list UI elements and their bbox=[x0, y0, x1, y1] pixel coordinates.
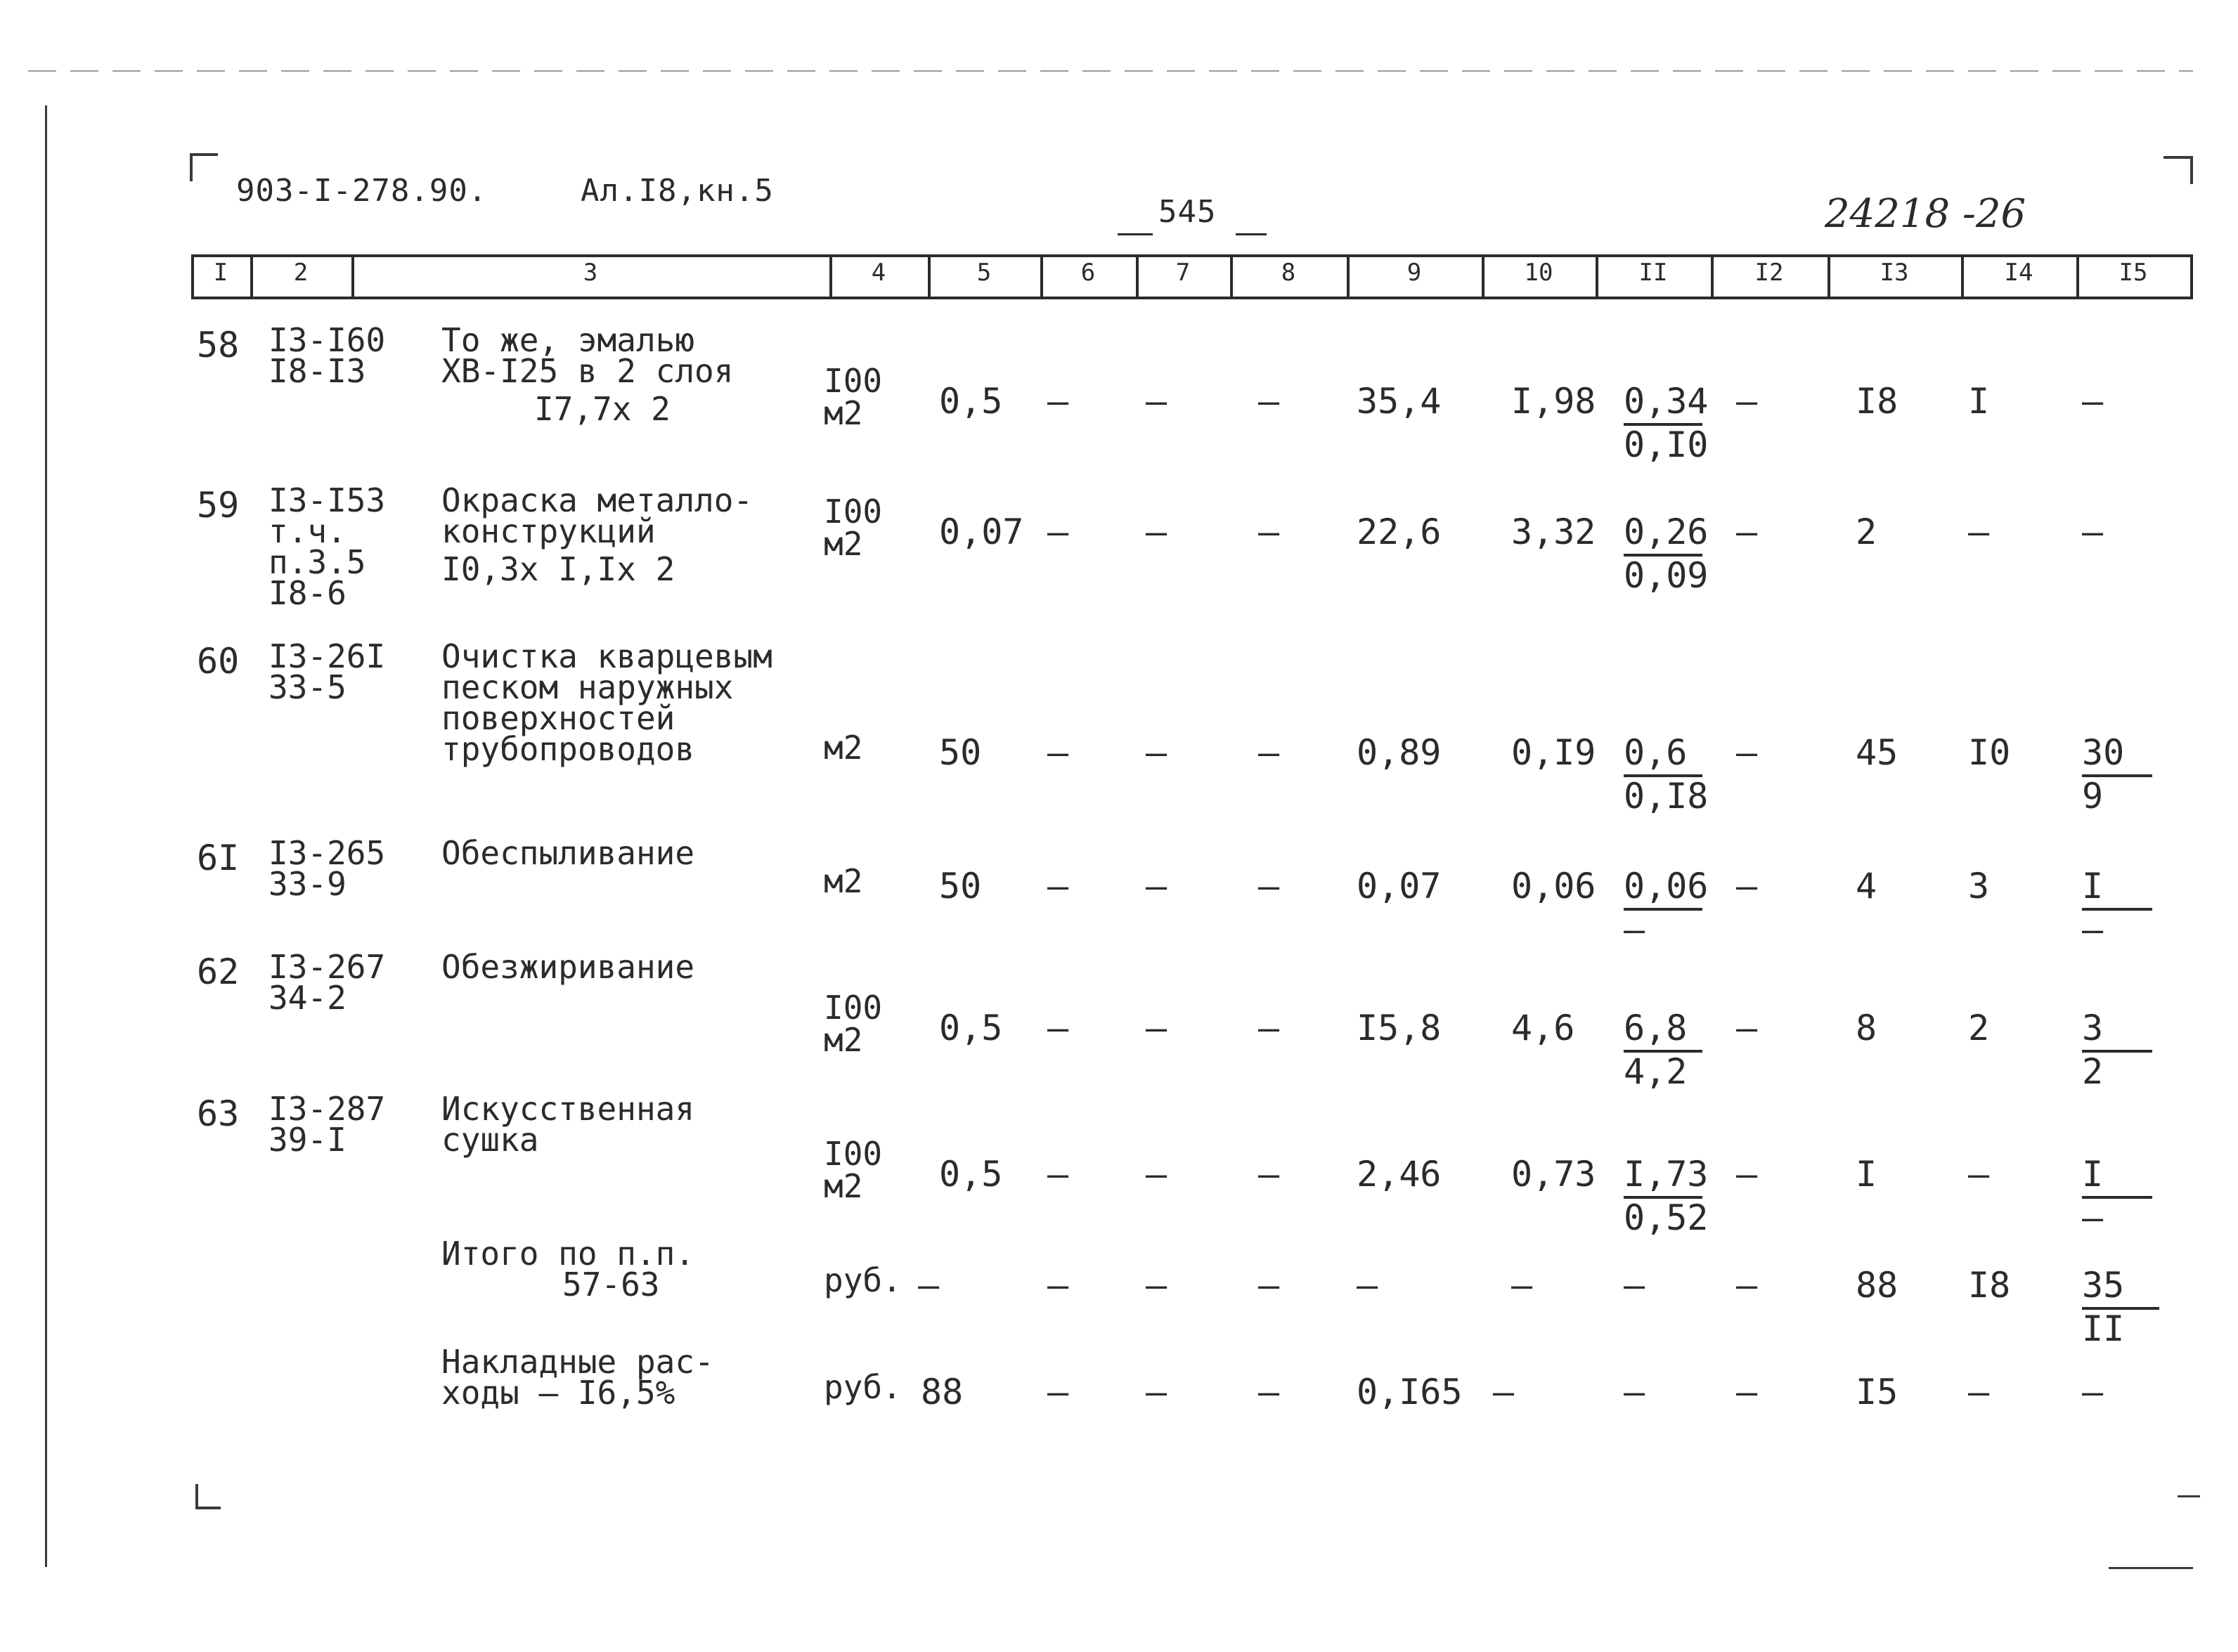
work-description: Очистка кварцевым bbox=[441, 637, 772, 675]
handwritten-sheet-number: 24218 -26 bbox=[1825, 191, 2026, 237]
unit: м2 bbox=[824, 862, 863, 900]
work-description: Искусственная bbox=[441, 1090, 695, 1128]
cell-c13: 45 bbox=[1856, 732, 1899, 773]
overhead-unit: руб. bbox=[824, 1368, 902, 1406]
cell-c14: – bbox=[1968, 512, 1990, 552]
work-description: То же, эмалью bbox=[441, 321, 695, 359]
norm-code: I3-I60 bbox=[269, 321, 386, 359]
total-c9: – bbox=[1357, 1265, 1378, 1306]
unit: I00 bbox=[824, 1135, 883, 1173]
overhead-qty: 88 bbox=[921, 1372, 964, 1412]
cell-c12: – bbox=[1736, 866, 1758, 906]
norm-code: I3-265 bbox=[269, 834, 386, 872]
cell-c7: – bbox=[1146, 1154, 1167, 1195]
cell-c9: 0,89 bbox=[1357, 732, 1442, 773]
cell-c14: I bbox=[1968, 381, 1990, 422]
quantity-formula: I7,7х 2 bbox=[534, 390, 671, 428]
cell-c15-bottom: 9 bbox=[2082, 776, 2104, 817]
column-header-label: 3 bbox=[583, 259, 598, 287]
norm-code: I3-26I bbox=[269, 637, 386, 675]
cell-c10: 0,06 bbox=[1511, 866, 1596, 906]
column-header-label: I4 bbox=[2004, 259, 2033, 287]
total-c15-bottom: II bbox=[2082, 1308, 2125, 1349]
work-description: Окраска металло- bbox=[441, 481, 753, 519]
cell-c8: – bbox=[1258, 1008, 1280, 1048]
total-c13: 88 bbox=[1856, 1265, 1899, 1306]
total-unit: руб. bbox=[824, 1261, 902, 1299]
row-number: 58 bbox=[197, 325, 240, 365]
cell-c11-top: 0,06 bbox=[1624, 866, 1709, 906]
bottom-edge-line bbox=[2109, 1567, 2193, 1569]
cell-c15-top: 3 bbox=[2082, 1008, 2104, 1048]
cell-c11-bottom: – bbox=[1624, 909, 1645, 950]
column-header-label: I2 bbox=[1754, 259, 1784, 287]
column-header-label: 8 bbox=[1281, 259, 1296, 287]
cell-c11-bottom: 0,52 bbox=[1624, 1197, 1709, 1238]
norm-code: 33-5 bbox=[269, 668, 347, 706]
cell-c6: – bbox=[1047, 512, 1069, 552]
cell-c9: 22,6 bbox=[1357, 512, 1442, 552]
norm-code: I3-267 bbox=[269, 948, 386, 986]
norm-code: I8-6 bbox=[269, 574, 347, 612]
overhead-c14: – bbox=[1968, 1372, 1990, 1412]
overhead-c9: 0,I65 bbox=[1357, 1372, 1463, 1412]
cell-c15-top: – bbox=[2082, 381, 2104, 422]
overhead-c15: – bbox=[2082, 1372, 2104, 1412]
page-number-line-right bbox=[1236, 233, 1267, 235]
work-description: Обезжиривание bbox=[441, 948, 695, 986]
cell-c12: – bbox=[1736, 1008, 1758, 1048]
overhead-c7: – bbox=[1146, 1372, 1167, 1412]
row-number: 60 bbox=[197, 641, 240, 682]
corner-mark-br bbox=[2178, 1495, 2200, 1497]
cell-c11-bottom: 4,2 bbox=[1624, 1051, 1688, 1092]
cell-c14: I0 bbox=[1968, 732, 2011, 773]
unit: м2 bbox=[824, 525, 863, 563]
page-number-line-left bbox=[1118, 233, 1153, 235]
column-header-label: I5 bbox=[2119, 259, 2148, 287]
cell-c7: – bbox=[1146, 381, 1167, 422]
cell-c11-bottom: 0,I0 bbox=[1624, 424, 1709, 465]
unit: I00 bbox=[824, 493, 883, 531]
total-c8: – bbox=[1258, 1265, 1280, 1306]
column-header-label: 10 bbox=[1524, 259, 1553, 287]
column-header-label: 6 bbox=[1080, 259, 1096, 287]
column-header-label: 4 bbox=[871, 259, 886, 287]
norm-code: I3-I53 bbox=[269, 481, 386, 519]
column-header-label: 2 bbox=[293, 259, 309, 287]
cell-c7: – bbox=[1146, 732, 1167, 773]
total-description: 57-63 bbox=[562, 1266, 660, 1303]
total-qty: – bbox=[918, 1265, 940, 1306]
row-number: 59 bbox=[197, 485, 240, 526]
overhead-description: Накладные рас- bbox=[441, 1343, 714, 1381]
column-header-label: I3 bbox=[1880, 259, 1909, 287]
norm-code: 33-9 bbox=[269, 865, 347, 903]
total-c12: – bbox=[1736, 1265, 1758, 1306]
cell-c11-top: I,73 bbox=[1624, 1154, 1709, 1195]
norm-code: 34-2 bbox=[269, 979, 347, 1017]
cell-c13: 8 bbox=[1856, 1008, 1877, 1048]
unit: м2 bbox=[824, 729, 863, 767]
work-description: Обеспыливание bbox=[441, 834, 695, 872]
quantity: 50 bbox=[939, 732, 982, 773]
cell-c14: – bbox=[1968, 1154, 1990, 1195]
column-header-label: I bbox=[213, 259, 228, 287]
album-reference: Ал.I8,кн.5 bbox=[581, 173, 774, 209]
cell-c10: 4,6 bbox=[1511, 1008, 1575, 1048]
work-description: сушка bbox=[441, 1121, 539, 1159]
top-edge-line bbox=[28, 70, 2193, 72]
cell-c10: I,98 bbox=[1511, 381, 1596, 422]
cell-c15-bottom: – bbox=[2082, 909, 2104, 950]
column-header-label: 7 bbox=[1175, 259, 1191, 287]
cell-c8: – bbox=[1258, 381, 1280, 422]
norm-code: I8-I3 bbox=[269, 352, 366, 390]
cell-c13: 2 bbox=[1856, 512, 1877, 552]
cell-c6: – bbox=[1047, 866, 1069, 906]
corner-mark-tr-h bbox=[2163, 156, 2192, 159]
cell-c11-top: 0,34 bbox=[1624, 381, 1709, 422]
total-c11: – bbox=[1624, 1265, 1645, 1306]
cell-c13: 4 bbox=[1856, 866, 1877, 906]
total-c6: – bbox=[1047, 1265, 1069, 1306]
cell-c7: – bbox=[1146, 512, 1167, 552]
cell-c6: – bbox=[1047, 1154, 1069, 1195]
cell-c13: I bbox=[1856, 1154, 1877, 1195]
work-description: песком наружных bbox=[441, 668, 734, 706]
cell-c10: 3,32 bbox=[1511, 512, 1596, 552]
column-header-label: 9 bbox=[1406, 259, 1422, 287]
corner-mark-bl bbox=[195, 1484, 198, 1509]
quantity: 50 bbox=[939, 866, 982, 906]
cell-c6: – bbox=[1047, 732, 1069, 773]
quantity-formula: I0,3х I,Iх 2 bbox=[441, 550, 675, 588]
norm-code: I3-287 bbox=[269, 1090, 386, 1128]
cell-c11-bottom: 0,I8 bbox=[1624, 776, 1709, 817]
corner-mark-tr bbox=[2190, 156, 2193, 184]
cell-c15-top: I bbox=[2082, 866, 2104, 906]
cell-c8: – bbox=[1258, 732, 1280, 773]
cell-c14: 3 bbox=[1968, 866, 1990, 906]
overhead-c8: – bbox=[1258, 1372, 1280, 1412]
cell-c15-bottom: 2 bbox=[2082, 1051, 2104, 1092]
overhead-description: ходы – I6,5% bbox=[441, 1374, 675, 1412]
overhead-c10: – bbox=[1493, 1372, 1515, 1412]
column-header-label: 5 bbox=[976, 259, 992, 287]
cell-c14: 2 bbox=[1968, 1008, 1990, 1048]
unit: м2 bbox=[824, 1021, 863, 1059]
cell-c8: – bbox=[1258, 866, 1280, 906]
cell-c10: 0,I9 bbox=[1511, 732, 1596, 773]
cell-c7: – bbox=[1146, 1008, 1167, 1048]
unit: м2 bbox=[824, 1167, 863, 1205]
row-number: 6I bbox=[197, 838, 240, 878]
work-description: конструкций bbox=[441, 512, 656, 550]
total-c15-top: 35 bbox=[2082, 1265, 2125, 1306]
cell-c6: – bbox=[1047, 1008, 1069, 1048]
quantity: 0,5 bbox=[939, 381, 1003, 422]
corner-mark-tl bbox=[190, 153, 193, 181]
cell-c10: 0,73 bbox=[1511, 1154, 1596, 1195]
cell-c11-bottom: 0,09 bbox=[1624, 555, 1709, 596]
cell-c12: – bbox=[1736, 1154, 1758, 1195]
left-edge-line bbox=[45, 105, 47, 1567]
work-description: поверхностей bbox=[441, 699, 675, 737]
work-description: трубопроводов bbox=[441, 730, 695, 768]
cell-c8: – bbox=[1258, 1154, 1280, 1195]
overhead-c11: – bbox=[1624, 1372, 1645, 1412]
cell-c12: – bbox=[1736, 732, 1758, 773]
norm-code: т.ч. bbox=[269, 512, 347, 550]
cell-c15-bottom: – bbox=[2082, 1197, 2104, 1238]
work-description: ХВ-I25 в 2 слоя bbox=[441, 352, 734, 390]
overhead-c6: – bbox=[1047, 1372, 1069, 1412]
cell-c12: – bbox=[1736, 381, 1758, 422]
quantity: 0,07 bbox=[939, 512, 1024, 552]
total-c14: I8 bbox=[1968, 1265, 2011, 1306]
cell-c11-top: 6,8 bbox=[1624, 1008, 1688, 1048]
cell-c11-top: 0,26 bbox=[1624, 512, 1709, 552]
row-number: 63 bbox=[197, 1093, 240, 1134]
cell-c13: I8 bbox=[1856, 381, 1899, 422]
total-c7: – bbox=[1146, 1265, 1167, 1306]
unit: I00 bbox=[824, 989, 883, 1027]
quantity: 0,5 bbox=[939, 1008, 1003, 1048]
page-number: 545 bbox=[1158, 194, 1217, 230]
overhead-c13: I5 bbox=[1856, 1372, 1899, 1412]
overhead-c12: – bbox=[1736, 1372, 1758, 1412]
cell-c9: 0,07 bbox=[1357, 866, 1442, 906]
total-c10: – bbox=[1511, 1265, 1533, 1306]
norm-code: п.3.5 bbox=[269, 543, 366, 581]
total-description: Итого по п.п. bbox=[441, 1235, 695, 1273]
column-header-label: II bbox=[1638, 259, 1668, 287]
cell-c7: – bbox=[1146, 866, 1167, 906]
cell-c15-top: I bbox=[2082, 1154, 2104, 1195]
unit: м2 bbox=[824, 394, 863, 432]
quantity: 0,5 bbox=[939, 1154, 1003, 1195]
corner-mark-bl-h bbox=[195, 1507, 221, 1509]
unit: I00 bbox=[824, 362, 883, 400]
cell-c15-top: 30 bbox=[2082, 732, 2125, 773]
cell-c8: – bbox=[1258, 512, 1280, 552]
cell-c15-top: – bbox=[2082, 512, 2104, 552]
cell-c9: 35,4 bbox=[1357, 381, 1442, 422]
corner-mark-tl-h bbox=[190, 153, 218, 156]
cell-c9: 2,46 bbox=[1357, 1154, 1442, 1195]
cell-c9: I5,8 bbox=[1357, 1008, 1442, 1048]
norm-code: 39-I bbox=[269, 1121, 347, 1159]
row-number: 62 bbox=[197, 951, 240, 992]
document-code: 903-I-278.90. bbox=[236, 173, 488, 209]
cell-c6: – bbox=[1047, 381, 1069, 422]
cell-c11-top: 0,6 bbox=[1624, 732, 1688, 773]
cell-c12: – bbox=[1736, 512, 1758, 552]
